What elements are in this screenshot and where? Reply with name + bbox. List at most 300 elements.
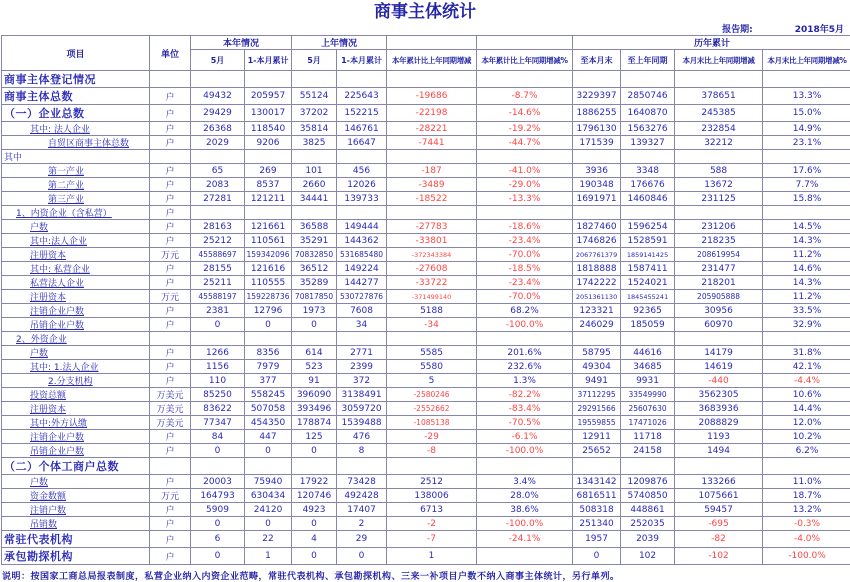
row-value: -23.4% (477, 276, 573, 290)
table-row (2, 517, 850, 531)
row-value: -28221 (387, 122, 477, 136)
row-value: 13.3% (763, 88, 850, 105)
row-value: 3138491 (337, 388, 387, 402)
row-value: 6.2% (763, 444, 850, 458)
row-value: 73428 (337, 475, 387, 489)
row-value: 35814 (292, 122, 337, 136)
row-value: -8.7% (477, 88, 573, 105)
row-value: 208619954 (675, 248, 763, 262)
row-value: 32.9% (763, 318, 850, 332)
row-unit: 户 (150, 105, 191, 122)
row-value: 11718 (621, 430, 675, 444)
row-value: 218201 (675, 276, 763, 290)
row-value: 558245 (245, 388, 292, 402)
row-value: -83.4% (477, 402, 573, 416)
row-value: 159228736 (245, 290, 292, 304)
row-unit: 万元 (150, 248, 191, 262)
row-unit: 万美元 (150, 402, 191, 416)
row-value: 31.8% (763, 346, 850, 360)
table-row (2, 262, 850, 276)
row-value (477, 548, 573, 565)
row-unit: 户 (150, 318, 191, 332)
row-value (387, 458, 477, 475)
row-value (292, 458, 337, 475)
row-value: 110561 (245, 234, 292, 248)
row-value: 1266 (191, 346, 245, 360)
row-value (292, 206, 337, 220)
row-unit: 户 (150, 374, 191, 388)
row-value: -70.0% (477, 248, 573, 262)
table-header (2, 36, 850, 71)
row-value (245, 458, 292, 475)
row-value: -18.5% (477, 262, 573, 276)
row-value: 507058 (245, 402, 292, 416)
row-value: 33.5% (763, 304, 850, 318)
row-value: 7979 (245, 360, 292, 374)
row-value: 1818888 (573, 262, 621, 276)
table-row (2, 220, 850, 234)
row-value: 2660 (292, 178, 337, 192)
row-unit (150, 150, 191, 164)
row-value: 269 (245, 164, 292, 178)
row-value: 0 (292, 318, 337, 332)
row-value: 225643 (337, 88, 387, 105)
row-value: 144362 (337, 234, 387, 248)
report-period-value: 2018年5月 (795, 22, 844, 35)
row-value: 2 (337, 517, 387, 531)
row-label: 吊销数 (2, 517, 150, 531)
row-value: 231477 (675, 262, 763, 276)
col-group-last-year: 上年情况 (292, 36, 387, 50)
row-value (477, 206, 573, 220)
row-value: 149444 (337, 220, 387, 234)
row-value (191, 332, 245, 346)
row-value: 23.1% (763, 136, 850, 150)
row-value: -19686 (387, 88, 477, 105)
col-header-monthend-change: 本月末比上年同期增减 (675, 50, 763, 71)
row-value: 12026 (337, 178, 387, 192)
row-value: 2850746 (621, 88, 675, 105)
row-value: 3562305 (675, 388, 763, 402)
row-value: 2399 (337, 360, 387, 374)
row-value: -29 (387, 430, 477, 444)
row-value: 55124 (292, 88, 337, 105)
table-body (2, 71, 850, 565)
row-value (477, 458, 573, 475)
table-row (2, 489, 850, 503)
row-unit: 户 (150, 475, 191, 489)
row-label: 1、内资企业（含私营） (2, 206, 150, 220)
row-label: 吊销企业户数 (2, 444, 150, 458)
row-value: 205905888 (675, 290, 763, 304)
row-value: 144277 (337, 276, 387, 290)
row-value (763, 458, 850, 475)
table-row (2, 318, 850, 332)
row-value: -2 (387, 517, 477, 531)
row-value: 84 (191, 430, 245, 444)
row-value: 110555 (245, 276, 292, 290)
row-value: 4 (292, 531, 337, 548)
table-row (2, 475, 850, 489)
row-value (292, 332, 337, 346)
row-label: 注销企业户数 (2, 304, 150, 318)
row-value: 447 (245, 430, 292, 444)
row-value: 393496 (292, 402, 337, 416)
row-value (675, 206, 763, 220)
row-value: 2771 (337, 346, 387, 360)
row-label: 商事主体登记情况 (2, 71, 150, 88)
row-value: 246029 (573, 318, 621, 332)
row-value: 1563276 (621, 122, 675, 136)
row-value (573, 71, 621, 88)
row-value (191, 71, 245, 88)
row-value: 3683936 (675, 402, 763, 416)
row-label: 2、外资企业 (2, 332, 150, 346)
table-row (2, 206, 850, 220)
row-value: 190348 (573, 178, 621, 192)
row-value: -100.0% (477, 318, 573, 332)
row-value: 42.1% (763, 360, 850, 374)
row-unit (150, 71, 191, 88)
row-value: 45588697 (191, 248, 245, 262)
table-row (2, 122, 850, 136)
row-value: -13.3% (477, 192, 573, 206)
row-label: 常驻代表机构 (2, 531, 150, 548)
row-value: -82 (675, 531, 763, 548)
row-value: 1494 (675, 444, 763, 458)
row-value: 231206 (675, 220, 763, 234)
row-value: 5740850 (621, 489, 675, 503)
row-unit: 户 (150, 136, 191, 150)
table-row (2, 332, 850, 346)
row-value: 448861 (621, 503, 675, 517)
row-value: 101 (292, 164, 337, 178)
row-value: 2088829 (675, 416, 763, 430)
row-value: 1156 (191, 360, 245, 374)
row-value: 17407 (337, 503, 387, 517)
row-value: 38.6% (477, 503, 573, 517)
row-value: 44616 (621, 346, 675, 360)
row-unit: 户 (150, 262, 191, 276)
table-row (2, 105, 850, 122)
row-value (245, 150, 292, 164)
row-unit: 户 (150, 444, 191, 458)
row-value: 232.6% (477, 360, 573, 374)
row-value: 378651 (675, 88, 763, 105)
row-value: 28.0% (477, 489, 573, 503)
row-value: 14.9% (763, 122, 850, 136)
row-value: 0 (573, 548, 621, 565)
col-group-blank-1 (387, 36, 477, 50)
row-value: -371499140 (387, 290, 477, 304)
row-value: -372343384 (387, 248, 477, 262)
row-unit: 户 (150, 88, 191, 105)
footnote: 说明：按国家工商总局报表制度，私营企业纳入内资企业范畴，常驻代表机构、承包勘探机构、三来一补项目户数不纳入商事主体统计，另行单列。 (0, 565, 850, 582)
row-value: 10.2% (763, 430, 850, 444)
col-header-to-month-end: 至本月末 (573, 50, 621, 71)
row-value: 15.0% (763, 105, 850, 122)
row-value: 1742222 (573, 276, 621, 290)
row-value: 5585 (387, 346, 477, 360)
row-value: 1209876 (621, 475, 675, 489)
row-value: 7.7% (763, 178, 850, 192)
row-value (621, 71, 675, 88)
row-value: 37112295 (573, 388, 621, 402)
row-value (337, 71, 387, 88)
row-unit: 万美元 (150, 388, 191, 402)
col-header-ytd-change-pct: 本年累计比上年同期增减% (477, 50, 573, 71)
row-value: 476 (337, 430, 387, 444)
row-value: 1343142 (573, 475, 621, 489)
row-value: 0 (191, 517, 245, 531)
row-unit: 户 (150, 206, 191, 220)
row-value (621, 332, 675, 346)
row-value: 1886255 (573, 105, 621, 122)
row-unit: 户 (150, 503, 191, 517)
row-value: 29 (337, 531, 387, 548)
row-value: 2381 (191, 304, 245, 318)
col-header-may-this-year: 5月 (191, 50, 245, 71)
row-unit: 户 (150, 276, 191, 290)
row-value: 1075661 (675, 489, 763, 503)
row-value (763, 71, 850, 88)
row-value: 0 (292, 548, 337, 565)
row-value: 530727876 (337, 290, 387, 304)
row-value: 0 (191, 318, 245, 332)
row-label: 其中:法人企业 (2, 234, 150, 248)
row-value (621, 150, 675, 164)
row-label: 注册资本 (2, 290, 150, 304)
row-value: 130017 (245, 105, 292, 122)
row-value: 9491 (573, 374, 621, 388)
table-row (2, 164, 850, 178)
row-value: -695 (675, 517, 763, 531)
row-value: -4.4% (763, 374, 850, 388)
row-value: 5580 (387, 360, 477, 374)
row-value: -19.2% (477, 122, 573, 136)
row-value: 3348 (621, 164, 675, 178)
row-unit: 户 (150, 220, 191, 234)
row-value: 14.5% (763, 220, 850, 234)
row-value: 123321 (573, 304, 621, 318)
report-period (0, 22, 850, 34)
row-value: 17922 (292, 475, 337, 489)
row-unit (150, 458, 191, 475)
row-value: 11.2% (763, 290, 850, 304)
row-value (337, 206, 387, 220)
row-value: 28155 (191, 262, 245, 276)
row-label: 吊销企业户数 (2, 318, 150, 332)
row-value (191, 458, 245, 475)
row-value: 139327 (621, 136, 675, 150)
row-value: 3.4% (477, 475, 573, 489)
row-value: 49432 (191, 88, 245, 105)
row-value: -6.1% (477, 430, 573, 444)
row-value: 58795 (573, 346, 621, 360)
row-value (245, 71, 292, 88)
row-value (573, 150, 621, 164)
row-label: 注册资本 (2, 402, 150, 416)
row-label: 私营法人企业 (2, 276, 150, 290)
row-label: 商事主体总数 (2, 88, 150, 105)
row-value: 14.6% (763, 262, 850, 276)
row-value: 251340 (573, 517, 621, 531)
row-value: 454350 (245, 416, 292, 430)
row-value: 1460846 (621, 192, 675, 206)
row-value: 176676 (621, 178, 675, 192)
row-value: 27281 (191, 192, 245, 206)
row-value: 5 (387, 374, 477, 388)
row-value: -18.6% (477, 220, 573, 234)
row-value: 1859141425 (621, 248, 675, 262)
row-value: 121661 (245, 220, 292, 234)
row-value (573, 458, 621, 475)
row-value (621, 206, 675, 220)
row-unit: 万元 (150, 290, 191, 304)
row-value: -24.1% (477, 531, 573, 548)
row-value: 17.6% (763, 164, 850, 178)
row-value: 14.3% (763, 276, 850, 290)
row-label: 投资总额 (2, 388, 150, 402)
row-value: 139733 (337, 192, 387, 206)
row-value: 102 (621, 548, 675, 565)
row-value: 14.4% (763, 402, 850, 416)
row-value: 8356 (245, 346, 292, 360)
row-value: -27608 (387, 262, 477, 276)
row-value (763, 206, 850, 220)
row-value: 10.6% (763, 388, 850, 402)
row-value: -70.0% (477, 290, 573, 304)
row-value: 1796130 (573, 122, 621, 136)
row-value: 121616 (245, 262, 292, 276)
row-value: 508318 (573, 503, 621, 517)
col-header-ytd-this-year: 1-本月累计 (245, 50, 292, 71)
row-value: 34685 (621, 360, 675, 374)
row-value: 6 (191, 531, 245, 548)
row-value: -22198 (387, 105, 477, 122)
row-value: 1596254 (621, 220, 675, 234)
row-value: 2051361130 (573, 290, 621, 304)
row-value: 252035 (621, 517, 675, 531)
row-value: 35289 (292, 276, 337, 290)
row-value: 2083 (191, 178, 245, 192)
row-value (387, 71, 477, 88)
row-value: 164793 (191, 489, 245, 503)
row-unit: 户 (150, 234, 191, 248)
row-value: 110 (191, 374, 245, 388)
row-label: 第一产业 (2, 164, 150, 178)
table-row (2, 304, 850, 318)
row-value: 83622 (191, 402, 245, 416)
row-value: 19559855 (573, 416, 621, 430)
row-unit: 万美元 (150, 416, 191, 430)
row-value: -440 (675, 374, 763, 388)
row-value: 14.3% (763, 234, 850, 248)
col-header-may-last-year: 5月 (292, 50, 337, 71)
row-value: 68.2% (477, 304, 573, 318)
row-unit: 户 (150, 122, 191, 136)
row-value: 152215 (337, 105, 387, 122)
row-value: -7 (387, 531, 477, 548)
col-header-monthend-change-pct: 本月末比上年同期增减% (763, 50, 850, 71)
row-value: 60970 (675, 318, 763, 332)
row-value: 523 (292, 360, 337, 374)
row-value (337, 458, 387, 475)
row-value: 5909 (191, 503, 245, 517)
row-value: 36512 (292, 262, 337, 276)
row-value: 245385 (675, 105, 763, 122)
row-value (675, 458, 763, 475)
row-unit (150, 332, 191, 346)
row-value (292, 150, 337, 164)
row-unit: 户 (150, 548, 191, 565)
row-value: 6816511 (573, 489, 621, 503)
row-value: 1524021 (621, 276, 675, 290)
row-value: 75940 (245, 475, 292, 489)
table-row (2, 248, 850, 262)
row-value: 1845455241 (621, 290, 675, 304)
table-row (2, 548, 850, 565)
row-value: -7441 (387, 136, 477, 150)
table-row (2, 234, 850, 248)
row-value: 614 (292, 346, 337, 360)
row-value: 4923 (292, 503, 337, 517)
table-row (2, 458, 850, 475)
row-value: 7608 (337, 304, 387, 318)
row-unit: 万元 (150, 489, 191, 503)
row-value: -14.6% (477, 105, 573, 122)
row-label: （一）企业总数 (2, 105, 150, 122)
row-value (675, 150, 763, 164)
row-value: 12796 (245, 304, 292, 318)
table-row (2, 444, 850, 458)
row-label: 注销户数 (2, 503, 150, 517)
row-value (477, 332, 573, 346)
row-value: -27783 (387, 220, 477, 234)
table-row (2, 88, 850, 105)
report-period-label: 报告期: (722, 22, 753, 35)
row-value: 13672 (675, 178, 763, 192)
row-value: -2552662 (387, 402, 477, 416)
row-value: -4.0% (763, 531, 850, 548)
row-value: 91 (292, 374, 337, 388)
row-value (387, 332, 477, 346)
row-value: -3489 (387, 178, 477, 192)
row-label: 其中 (2, 150, 150, 164)
row-label: 第三产业 (2, 192, 150, 206)
table-row (2, 360, 850, 374)
row-value (675, 332, 763, 346)
row-value: -33722 (387, 276, 477, 290)
row-value: 37202 (292, 105, 337, 122)
row-value: 0 (191, 548, 245, 565)
row-value (387, 150, 477, 164)
row-value: 3936 (573, 164, 621, 178)
table-row (2, 290, 850, 304)
row-unit: 户 (150, 531, 191, 548)
row-value: 1640870 (621, 105, 675, 122)
row-value: -0.3% (763, 517, 850, 531)
table-row (2, 430, 850, 444)
row-label: 户数 (2, 220, 150, 234)
row-value: 13.2% (763, 503, 850, 517)
row-label: 其中:外方认缴 (2, 416, 150, 430)
row-value (763, 150, 850, 164)
row-value: 118540 (245, 122, 292, 136)
row-value: 36588 (292, 220, 337, 234)
row-unit: 户 (150, 430, 191, 444)
row-value (245, 332, 292, 346)
